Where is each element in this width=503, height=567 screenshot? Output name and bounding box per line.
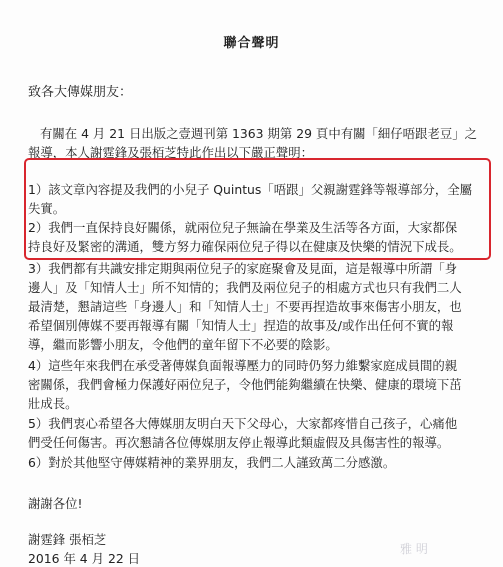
statement-item-6: 6）對於其他堅守傳媒精神的業界朋友，我們二人謹致萬二分感激。 [28,455,396,470]
statement-item-2: 2）我們一直保持良好關係，就兩位兒子無論在學業及生活等各方面，大家都保 持良好及緊密的溝通，雙方努力確保兩位兒子得以在健康及快樂的情況下成長。 [28,220,462,254]
salutation: 致各大傳媒朋友： [28,85,133,100]
document-title: 聯合聲明 [223,36,280,51]
statement-item-3: 3）我們都有共識安排定期與兩位兒子的家庭聚會及見面，這是報導中所謂「身 邊人」及「知情人士」所不知情的；我們及兩位兒子的相處方式也只有我們二人 最清楚，懇請這些「身邊人」和「知情人士」不要再捏造故事來傷害小朋友，也 希望個別傳媒不要再報導有關「知情人士」捏造的故事及/或作出任何不實的報 導，繼而影響小朋友，令他們的童年留下不必要的陰影。 [28,261,462,352]
statement-item-4: 4）這些年來我們在承受著傳媒負面報導壓力的同時仍努力維繫家庭成員間的親 密關係，我們會極力保護好兩位兒子，令他們能夠繼續在快樂、健康的環境下茁 壯成長。 [28,358,462,411]
statement-date: 2016 年 4 月 22 日 [28,551,141,566]
statement-item-5: 5）我們衷心希望各大傳媒朋友明白天下父母心，大家都疼惜自己孩子，心痛他 們受任何傷害。再次懇請各位傳媒朋友停止報導此類虛假及具傷害性的報導。 [28,416,458,450]
closing-line: 謝謝各位! [28,496,83,511]
watermark: 雅 明 [400,542,428,556]
signers: 謝霆鋒 張栢芝 [28,532,107,547]
statement-item-1: 1）該文章內容提及我們的小兒子 Quintus「唔跟」父親謝霆鋒等報導部分，全屬 失實。 [28,182,472,216]
intro-paragraph: 有關在 4 月 21 日出版之壹週刊第 1363 期第 29 頁中有關「細仔唔跟老豆」之報導，本人謝霆鋒及張栢芝特此作出以下嚴正聲明： [28,126,478,160]
